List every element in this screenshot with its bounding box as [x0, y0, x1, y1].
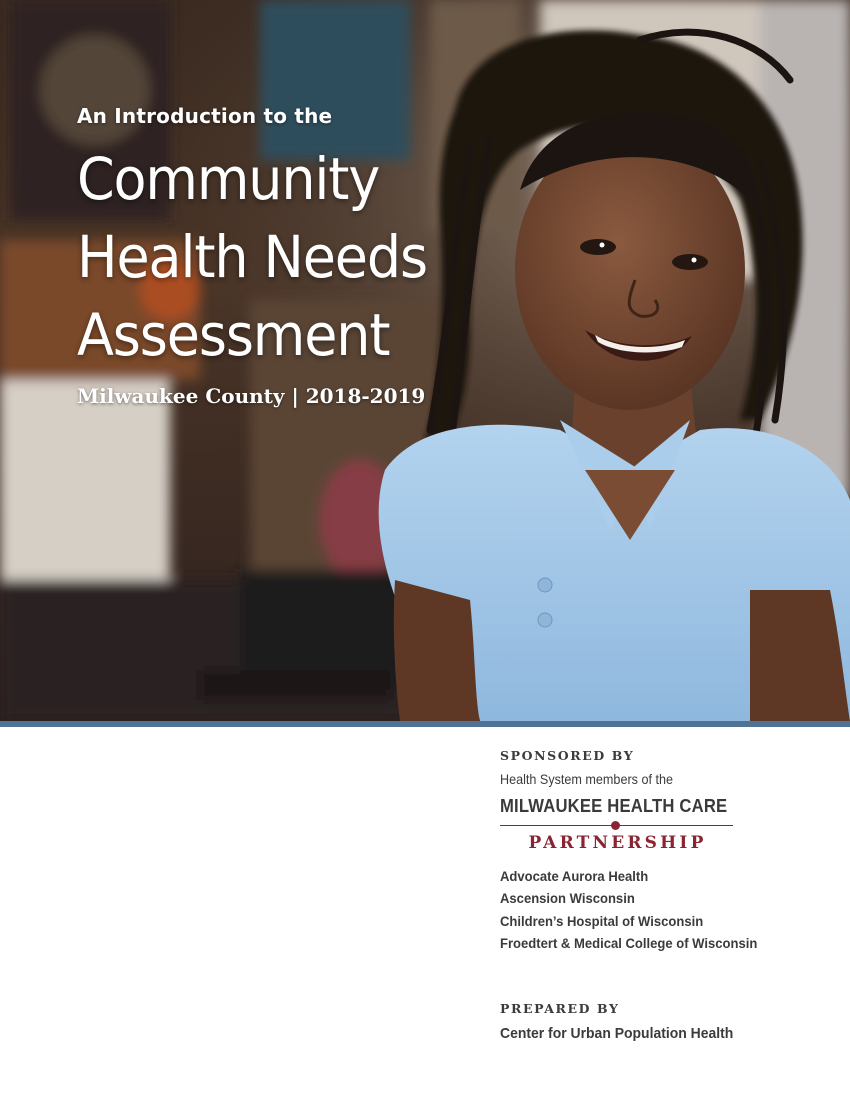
logo-dot-icon [611, 821, 620, 830]
sponsored-by-label: SPONSORED BY [500, 748, 635, 763]
title-line: Community [77, 145, 380, 213]
title-line: Health Needs [77, 223, 427, 291]
title-line: Assessment [77, 301, 390, 369]
logo-top-text: MILWAUKEE HEALTH CARE [500, 795, 728, 816]
cover-title-block [77, 104, 453, 408]
intro-heading: An Introduction to the [77, 104, 333, 128]
divider-rule [0, 721, 850, 727]
sponsor-item: Advocate Aurora Health [500, 869, 649, 885]
sponsor-item: Froedtert & Medical College of Wisconsin [500, 935, 758, 952]
sponsor-item: Ascension Wisconsin [500, 891, 635, 908]
sponsor-item: Children’s Hospital of Wisconsin [500, 913, 704, 930]
document-subtitle: Milwaukee County | 2018-2019 [77, 384, 426, 408]
credits-block [500, 748, 830, 1042]
document-title [77, 140, 427, 374]
logo-bottom-text: PARTNERSHIP [528, 833, 707, 853]
sponsor-intro: Health System members of the [500, 771, 673, 787]
prepared-by-label: PREPARED BY [500, 1001, 620, 1017]
mhcp-logo [500, 795, 735, 853]
preparer-name: Center for Urban Population Health [500, 1025, 734, 1043]
sponsor-list [500, 866, 830, 955]
logo-rule [500, 820, 735, 832]
